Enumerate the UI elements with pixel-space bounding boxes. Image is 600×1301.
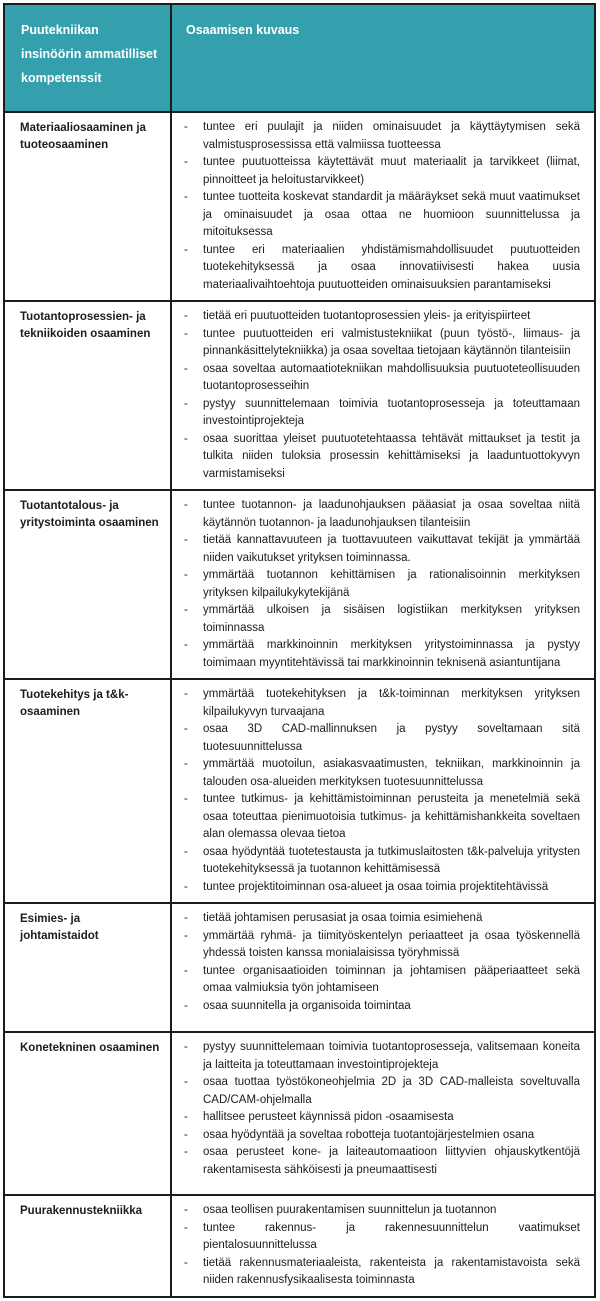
competency-items-list [184, 1039, 580, 1179]
competency-item [184, 567, 580, 602]
category-label: Tuotantotalous- ja yritystoiminta osaaminen [20, 500, 159, 529]
table-row [5, 111, 594, 300]
competency-item-text: osaa 3D CAD-mallinnuksen ja pystyy soveltamaan sitä tuotesuunnittelussa [203, 723, 580, 753]
bullet-dash: - [184, 793, 188, 805]
competency-item [184, 844, 580, 879]
competency-item [184, 1109, 580, 1127]
header-competency-column: Puutekniikan insinöörin ammatilliset kompetenssit [5, 5, 172, 111]
category-label: Esimies- ja johtamistaidot [20, 913, 99, 942]
bullet-dash: - [184, 191, 188, 203]
category-label: Puurakennustekniikka [20, 1205, 143, 1217]
competency-item [184, 1039, 580, 1074]
category-label: Materiaaliosaaminen ja tuoteosaaminen [20, 122, 146, 151]
bullet-dash: - [184, 499, 188, 511]
table-row [5, 678, 594, 902]
competency-item-text: tuntee tuotannon- ja laadunohjauksen pääasiat ja osaa soveltaa niitä käytännön tuotannon- ja laadunohjauksen tilanteisiin [203, 499, 580, 529]
bullet-dash: - [184, 397, 188, 410]
table-row [5, 1031, 594, 1194]
competency-table [3, 3, 596, 1298]
competency-item [184, 361, 580, 396]
bullet-dash: - [184, 243, 188, 256]
category-cell [5, 302, 172, 489]
bullet-dash: - [184, 432, 188, 445]
competency-item [184, 1074, 580, 1109]
category-cell [5, 680, 172, 902]
competency-item-text: tuntee tuotteita koskevat standardit ja määräykset sekä muut vaatimukset ja ominaisuudet ja osaa ottaa ne huomioon suunnittelussa ja mitoituksessa [203, 191, 580, 238]
competency-item-text: osaa perusteet kone- ja laiteautomaatioon liittyvien ohjauskytkentöjä rakentamisesta sähköisesti ja pneumaattisesti [203, 1146, 580, 1176]
competency-item-text: tuntee puutuotteiden eri valmistustekniikat (puun työstö-, liimaus- ja pinnankäsittelytekniikka) ja osaa soveltaa tietojaan käytännön tilanteisiin [203, 327, 580, 357]
category-label: Tuotekehitys ja t&k-osaaminen [20, 689, 129, 718]
competency-item-text: ymmärtää tuotannon kehittämisen ja rationalisoinnin merkityksen yrityksen kilpailukykytekijänä [203, 569, 580, 599]
competency-item-text: osaa suorittaa yleiset puutuotetehtaassa tehtävät mittaukset ja testit ja tulkita niiden tuloksia prosessin kehittämiseksi ja laaduntuottokyvyn varmistamiseksi [203, 432, 580, 480]
bullet-dash: - [184, 604, 188, 616]
description-cell [172, 1196, 594, 1296]
competency-item-text: ymmärtää muotoilun, asiakasvaatimusten, tekniikan, markkinoinnin ja talouden osa-alueiden merkityksen tuotesuunnittelussa [203, 758, 580, 788]
bullet-dash: - [184, 723, 188, 735]
description-cell [172, 904, 594, 1031]
competency-item [184, 963, 580, 998]
bullet-dash: - [184, 156, 188, 168]
competency-item-text: tuntee organisaatioiden toiminnan ja johtamisen pääperiaatteet sekä omaa valmiuksia työn johtamiseen [203, 964, 580, 994]
bullet-dash: - [184, 1256, 188, 1269]
table-row [5, 902, 594, 1031]
category-cell [5, 113, 172, 300]
bullet-dash: - [184, 929, 188, 942]
competency-item [184, 189, 580, 242]
competency-item [184, 1202, 580, 1220]
competency-item-text: tietää johtamisen perusasiat ja osaa toimia esimiehenä [203, 912, 483, 924]
bullet-dash: - [184, 999, 188, 1012]
bullet-dash: - [184, 688, 188, 700]
bullet-dash: - [184, 845, 188, 858]
competency-item [184, 1127, 580, 1145]
bullet-dash: - [184, 310, 188, 322]
competency-item [184, 686, 580, 721]
bullet-dash: - [184, 121, 188, 133]
competency-item [184, 497, 580, 532]
competency-item-text: tuntee eri puulajit ja niiden ominaisuudet ja käyttäytymisen sekä valmistusprosessissa että valmiissa tuotteessa [203, 121, 580, 151]
competency-item-text: ymmärtää markkinoinnin merkityksen yritystoiminnassa ja pystyy toimimaan myyntitehtävissä tai markkinoinnin teknisenä asiantuntijana [203, 639, 580, 669]
competency-item [184, 242, 580, 295]
competency-items-list [184, 1202, 580, 1290]
description-cell [172, 302, 594, 489]
description-cell [172, 1033, 594, 1194]
competency-item-text: osaa soveltaa automaatiotekniikan mahdollisuuksia puutuoteteollisuuden tuotantoprosesseihin [203, 362, 580, 392]
bullet-dash: - [184, 362, 188, 375]
table-row [5, 300, 594, 489]
competency-item-text: tietää eri puutuotteiden tuotantoprosessien yleis- ja erityispiirteet [203, 310, 531, 322]
bullet-dash: - [184, 1076, 188, 1088]
table-row [5, 489, 594, 678]
competency-item-text: osaa hyödyntää ja soveltaa robotteja tuotantojärjestelmien osana [203, 1128, 535, 1141]
competency-item-text: tuntee puutuotteissa käytettävät muut materiaalit ja tarvikkeet (liimat, pinnoitteet ja heloitustarvikkeet) [203, 156, 580, 186]
bullet-dash: - [184, 758, 188, 770]
competency-item [184, 602, 580, 637]
competency-item [184, 154, 580, 189]
competency-item-text: osaa tuottaa työstökoneohjelmia 2D ja 3D CAD-malleista soveltuvalla CAD/CAM-ohjelmalla [203, 1076, 580, 1106]
competency-item-text: tuntee rakennus- ja rakennesuunnittelun vaatimukset pientalosuunnittelussa [203, 1221, 580, 1251]
competency-items-list [184, 910, 580, 1015]
bullet-dash: - [184, 1146, 188, 1158]
description-cell [172, 491, 594, 678]
competency-item-text: osaa hyödyntää tuotetestausta ja tutkimuslaitosten t&k-palveluja yritysten tuotekehityksessä ja tuotannon kehittämisessä [203, 845, 580, 875]
competency-item [184, 998, 580, 1016]
competency-item [184, 396, 580, 431]
competency-item [184, 637, 580, 672]
category-label: Tuotantoprosessien- ja tekniikoiden osaaminen [20, 311, 151, 340]
bullet-dash: - [184, 1221, 188, 1234]
bullet-dash: - [184, 534, 188, 546]
competency-items-list [184, 686, 580, 896]
competency-item-text: pystyy suunnittelemaan toimivia tuotantoprosesseja, valitsemaan koneita ja laitteita ja toteuttamaan investointiprojekteja [203, 1041, 580, 1071]
competency-item [184, 532, 580, 567]
competency-item-text: ymmärtää ryhmä- ja tiimityöskentelyn periaatteet ja osaa työskennellä yhdessä toisten kanssa monialaisissa työryhmissä [203, 929, 580, 959]
competency-item-text: osaa teollisen puurakentamisen suunnittelun ja tuotannon [203, 1204, 497, 1216]
competency-item [184, 1255, 580, 1290]
bullet-dash: - [184, 569, 188, 581]
bullet-dash: - [184, 327, 188, 340]
competency-item [184, 910, 580, 928]
competency-item-text: hallitsee perusteet käynnissä pidon -osaamisesta [203, 1111, 454, 1123]
competency-item-text: pystyy suunnittelemaan toimivia tuotantoprosesseja ja toteuttamaan investointiprojekteja [203, 397, 580, 427]
competency-items-list [184, 119, 580, 294]
competency-item-text: tietää rakennusmateriaaleista, rakenteista ja rakentamistavoista sekä niiden rakennusfysikaalisesta toiminnasta [203, 1256, 580, 1286]
competency-item [184, 791, 580, 844]
competency-item-text: tuntee tutkimus- ja kehittämistoiminnan perusteita ja menetelmiä sekä osaa toteuttaa pienimuotoisia tutkimus- ja kehittämishankkeita soveltaen alan olemassa olevaa tietoa [203, 793, 580, 840]
competency-item [184, 879, 580, 897]
competency-items-list [184, 497, 580, 672]
header-description-column: Osaamisen kuvaus [186, 23, 300, 37]
category-cell [5, 1033, 172, 1194]
bullet-dash: - [184, 1204, 188, 1216]
bullet-dash: - [184, 912, 188, 924]
bullet-dash: - [184, 880, 188, 893]
competency-item [184, 326, 580, 361]
bullet-dash: - [184, 1128, 188, 1141]
description-cell [172, 680, 594, 902]
bullet-dash: - [184, 1041, 188, 1053]
competency-item [184, 721, 580, 756]
competency-item [184, 1220, 580, 1255]
bullet-dash: - [184, 639, 188, 651]
competency-item-text: tuntee projektitoiminnan osa-alueet ja osaa toimia projektitehtävissä [203, 880, 549, 893]
competency-item [184, 308, 580, 326]
competency-item-text: osaa suunnitella ja organisoida toimintaa [203, 999, 411, 1012]
bullet-dash: - [184, 1111, 188, 1123]
competency-item-text: tietää kannattavuuteen ja tuottavuuteen vaikuttavat tekijät ja ymmärtää niiden vaikutukset yrityksen toiminnassa. [203, 534, 580, 564]
competency-item-text: tuntee eri materiaalien yhdistämismahdollisuudet puutuotteiden tuotekehityksessä ja osaa innovatiivisesti hakea uusia materiaalivaihtoehtoja puutuotteiden ominaisuuksien parantamiseksi [203, 243, 580, 291]
competency-item [184, 119, 580, 154]
bullet-dash: - [184, 964, 188, 977]
competency-item [184, 756, 580, 791]
table-header-row [5, 5, 594, 111]
description-cell [172, 113, 594, 300]
category-cell [5, 904, 172, 1031]
competency-items-list [184, 308, 580, 483]
category-cell [5, 491, 172, 678]
category-label: Konetekninen osaaminen [20, 1042, 160, 1054]
competency-item [184, 928, 580, 963]
category-cell [5, 1196, 172, 1296]
competency-item [184, 1144, 580, 1179]
competency-item-text: ymmärtää ulkoisen ja sisäisen logistiikan merkityksen yrityksen toiminnassa [203, 604, 580, 634]
competency-item-text: ymmärtää tuotekehityksen ja t&k-toiminnan merkityksen yrityksen kilpailukyvyn turvaajana [203, 688, 580, 718]
table-row [5, 1194, 594, 1296]
competency-item [184, 431, 580, 484]
